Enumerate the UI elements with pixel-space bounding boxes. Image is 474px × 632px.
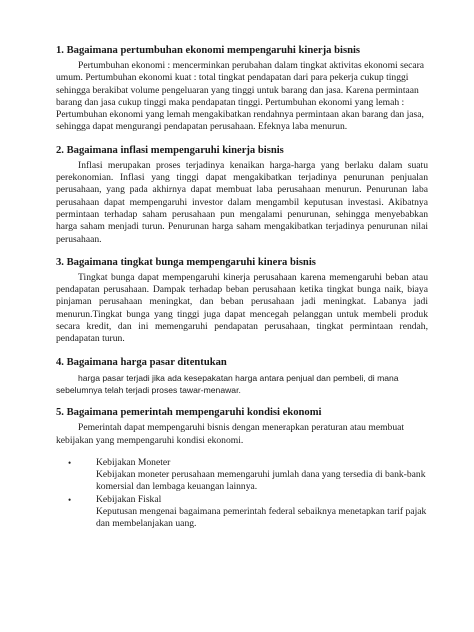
list-item-fiscal-policy [68,494,428,531]
document-page [56,44,428,531]
section-paragraph: Inflasi merupakan proses terjadinya kenaikan harga-harga yang berlaku dalam suatu perekonomian. Inflasi yang tinggi dapat mengakibatkan terjadinya penurunan penjualan perusahaan, yang pada akhirnya dapat membuat laba perusahaan menurun. Penurunan laba perusahaan dapat mempengaruhi investor dalam mengambil keputusan investasi. Akibatnya permintaan terhadap saham perusahaan pun mengalami penurunan, sehingga menyebabkan harga saham menjadi turun. Penurunan harga saham mengakibatkan terjadinya penurunan nilai perusahaan. [56,159,428,245]
section-heading: 1. Bagaimana pertumbuhan ekonomi mempengaruhi kinerja bisnis [56,45,361,56]
section-government [56,406,428,530]
section-inflation [56,144,428,246]
list-item-title: Kebijakan Moneter [96,456,171,468]
section-heading: 2. Bagaimana inflasi mempengaruhi kinerja bisnis [56,144,284,156]
section-heading: 5. Bagaimana pemerintah mempengaruhi kondisi ekonomi [56,407,322,419]
section-economic-growth [56,44,428,134]
section-heading: 4. Bagaimana harga pasar ditentukan [56,356,227,368]
list-item-title: Kebijakan Fiskal [96,493,162,505]
list-item-monetary-policy [68,457,428,494]
bullet-icon: • [68,494,72,505]
section-market-price [56,356,428,397]
list-item-text: Kebijakan moneter perusahaan memengaruhi jumlah dana yang tersedia di bank-bank komersial dan lembaga keuangan lainnya. [96,469,426,493]
policy-list [56,457,428,531]
list-item-text: Keputusan mengenai bagaimana pemerintah federal sebaiknya menetapkan tarif pajak dan membelanjakan uang. [96,506,427,530]
section-interest-rate [56,256,428,346]
section-paragraph: Pemerintah dapat mempengaruhi bisnis dengan menerapkan peraturan atau membuat kebijakan yang mempengaruhi kondisi ekonomi. [56,422,405,446]
section-paragraph: Pertumbuhan ekonomi : mencerminkan perubahan dalam tingkat aktivitas ekonomi secara umum. Pertumbuhan ekonomi kuat : total tingkat pendapatan dari para pekerja cukup tinggi sehingga berakibat volume pengeluaran yang tinggi untuk barang dan jasa. Karena permintaan barang dan jasa cukup tinggi maka pendapatan tinggi. Pertumbuhan ekonomi yang lemah : Pertumbuhan ekonomi yang lemah mengakibatkan rendahnya permintaan akan barang dan jasa, sehingga dapat mengurangi pendapatan perusahaan. Efeknya laba menurun. [56,60,425,133]
bullet-icon: • [68,457,72,468]
section-paragraph: harga pasar terjadi jika ada kesepakatan harga antara penjual dan pembeli, di mana sebelumnya telah terjadi proses tawar-menawar. [56,372,399,395]
section-heading: 3. Bagaimana tingkat bunga mempengaruhi kinera bisnis [56,256,316,268]
section-paragraph: Tingkat bunga dapat mempengaruhi kinerja perusahaan karena memengaruhi beban atau pendapatan perusahaan. Dampak terhadap beban perusahaan ketika tingkat bunga naik, biaya pinjaman perusahaan meningkat, dan beban perusahaan jadi meningkat. Labanya jadi menurun.Tingkat bunga yang tinggi juga dapat mencegah pelanggan untuk membeli produk secara kredit, dan ini memengaruhi pendapatan perusahaan, tingkat permintaan rendah, pendapatan turun. [56,271,428,345]
